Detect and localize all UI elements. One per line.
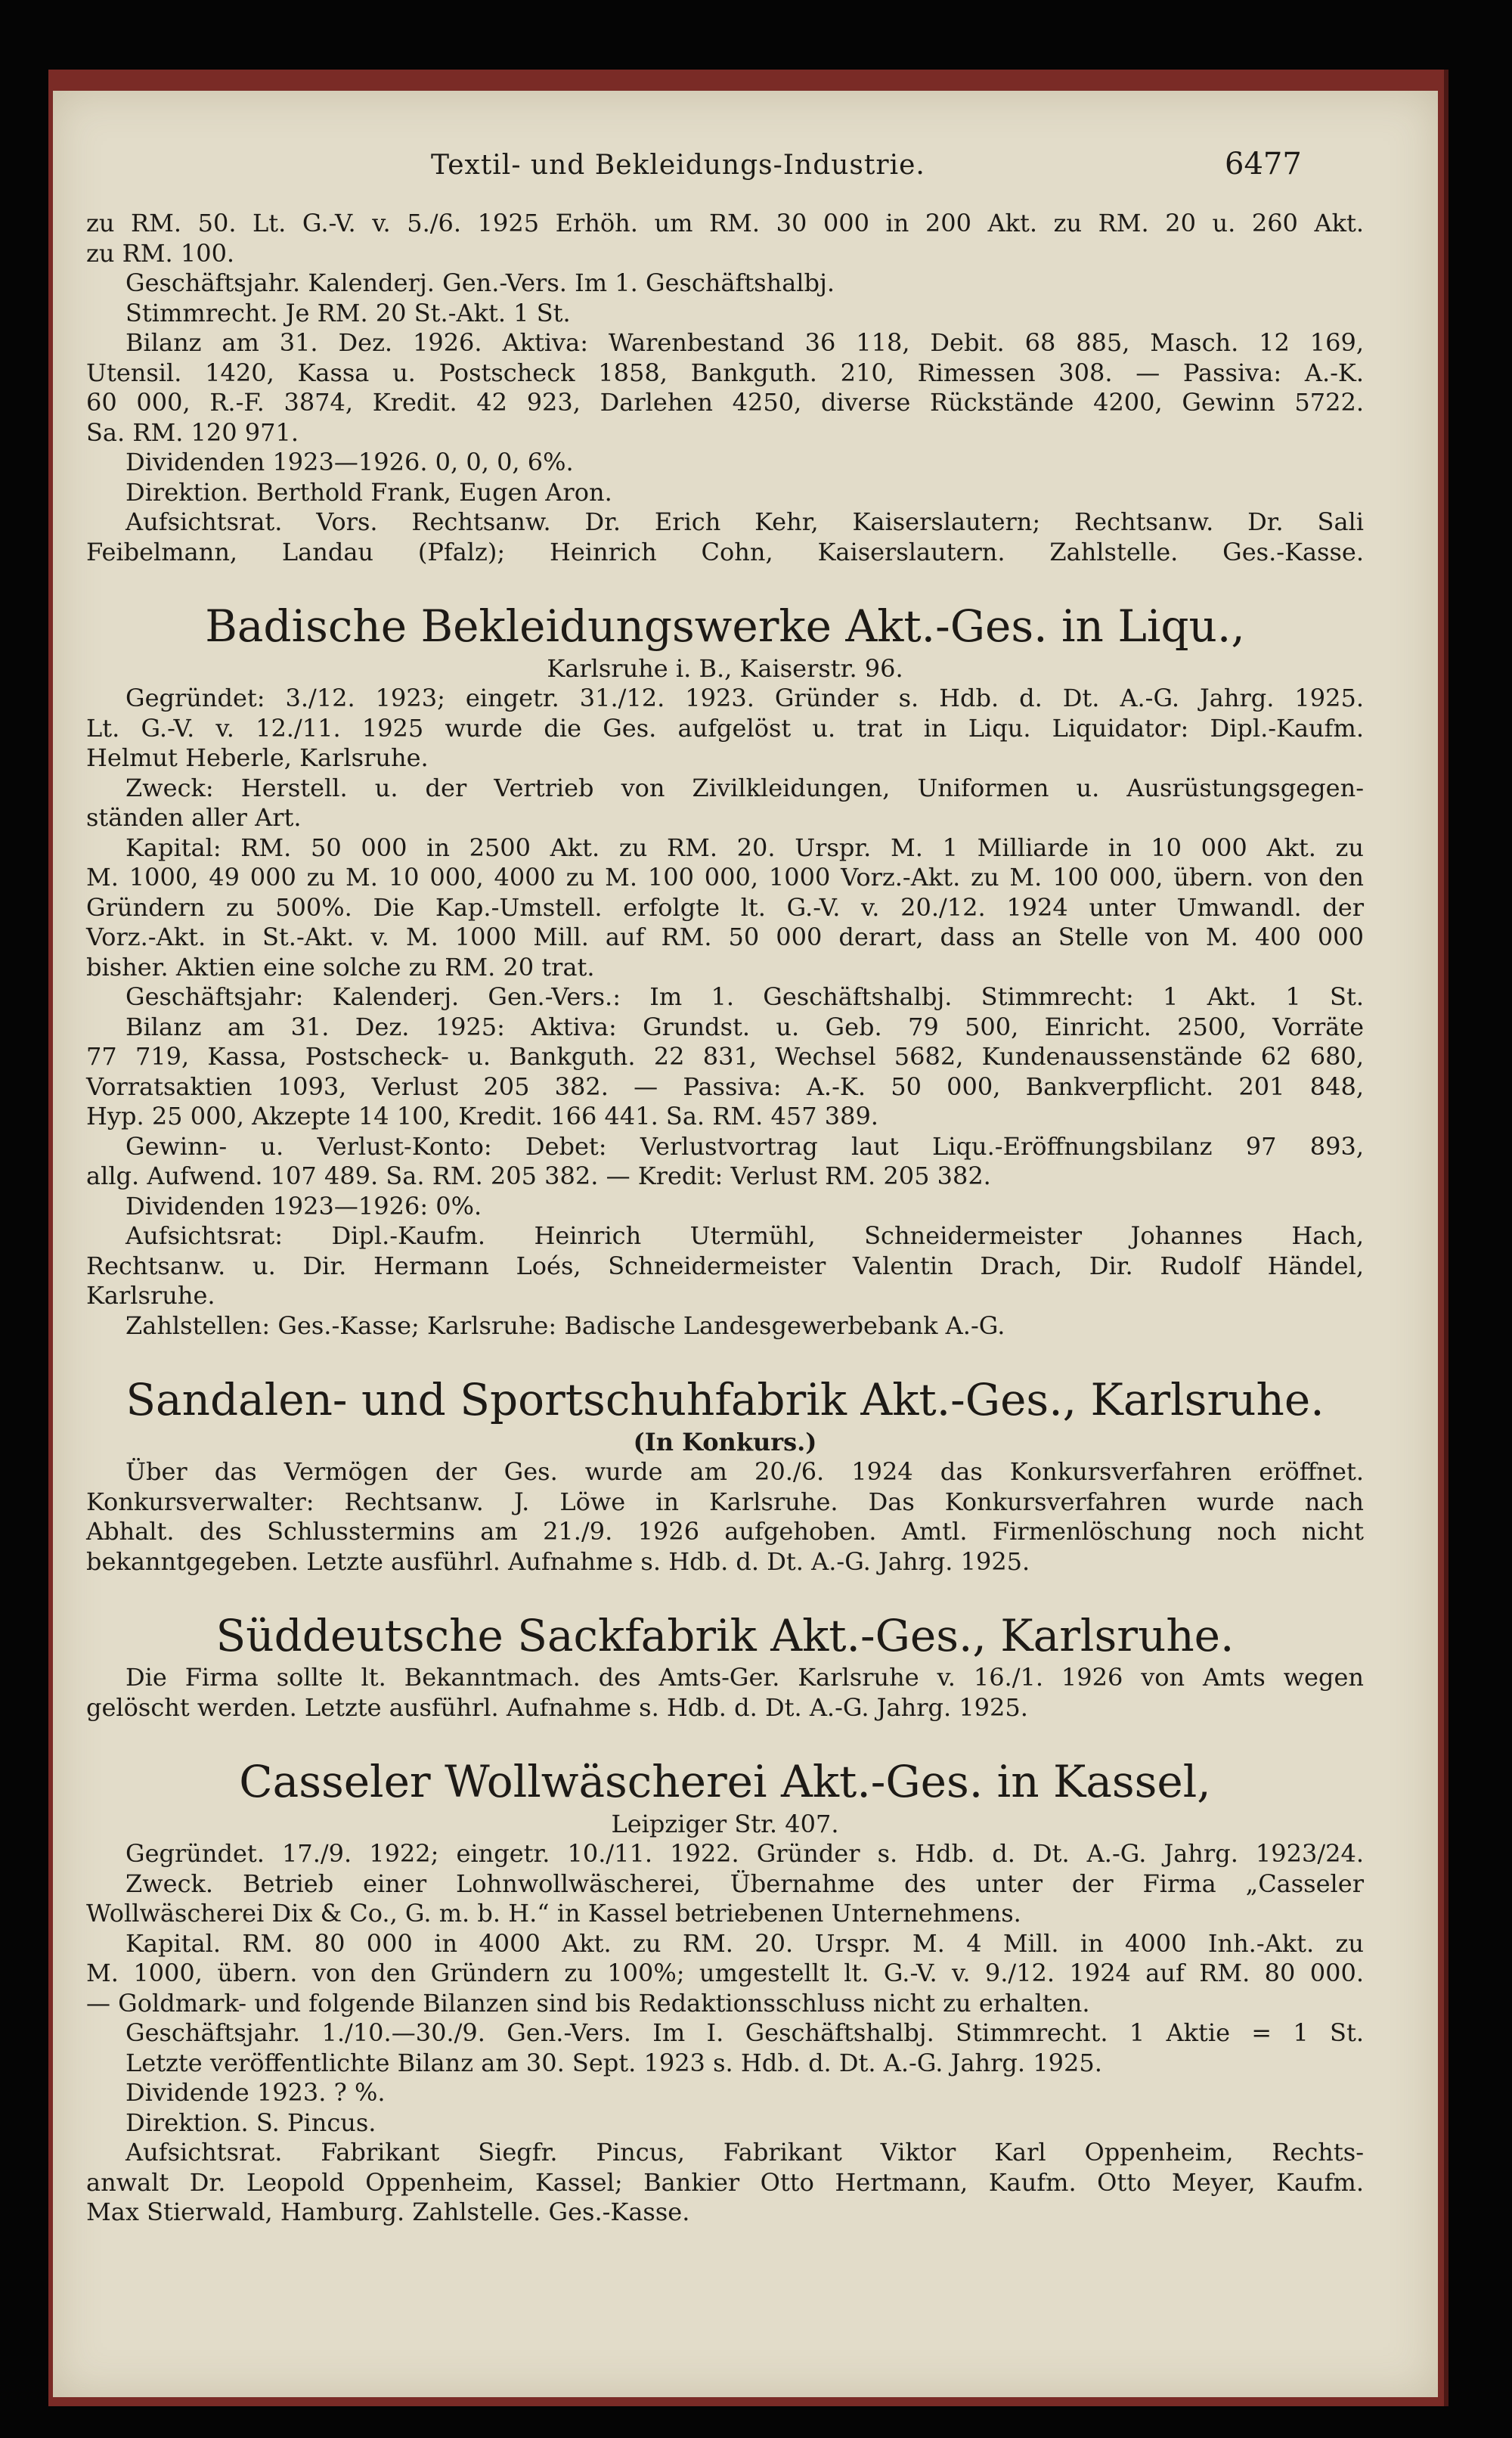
text-line: bisher. Aktien eine solche zu RM. 20 trat.	[86, 952, 595, 982]
text-line: Dividenden 1923—1926. 0, 0, 0, 6%.	[125, 448, 574, 476]
text-line: Vorz.-Akt. in St.-Akt. v. M. 1000 Mill. auf RM. 50 000 derart, dass an Stelle von M. 400 000	[86, 923, 1364, 951]
text-line: Dividenden 1923—1926: 0%.	[125, 1191, 482, 1221]
text-line: 77 719, Kassa, Postscheck- u. Bankguth. 22 831, Wechsel 5682, Kundenaussenstände 62 680,	[86, 1042, 1364, 1071]
page-number: 6477	[1225, 147, 1302, 181]
company-heading: Badische Bekleidungswerke Akt.-Ges. in Liqu.,	[205, 600, 1245, 652]
text-line: ständen aller Art.	[86, 803, 302, 832]
text-line: Abhalt. des Schlusstermins am 21./9. 1926 aufgehoben. Amtl. Firmenlöschung noch nicht	[86, 1517, 1364, 1546]
text-line: Lt. G.-V. v. 12./11. 1925 wurde die Ges. aufgelöst u. trat in Liqu. Liquidator: Dipl.-Kaufm.	[86, 713, 1364, 743]
text-line: Sa. RM. 120 971.	[86, 417, 299, 447]
entry-casseler-wollwaescherei	[86, 1754, 1364, 2228]
text-line: Über das Vermögen der Ges. wurde am 20./6. 1924 das Konkursverfahren eröffnet.	[125, 1457, 1364, 1486]
text-line: Kapital. RM. 80 000 in 4000 Akt. zu RM. 20. Urspr. M. 4 Mill. in 4000 Inh.-Akt. zu	[125, 1928, 1364, 1958]
text-line: allg. Aufwend. 107 489. Sa. RM. 205 382. — Kredit: Verlust RM. 205 382.	[86, 1162, 991, 1190]
entry-sueddeutsche-sackfabrik	[86, 1608, 1364, 1723]
running-header	[53, 147, 1438, 195]
document-page	[53, 91, 1438, 2397]
entry-badische-bekleidungswerke	[86, 599, 1364, 1341]
text-line: Zweck. Betrieb einer Lohnwollwäscherei, Übernahme des unter der Firma „Casseler	[125, 1869, 1364, 1898]
text-line: Max Stierwald, Hamburg. Zahlstelle. Ges.-Kasse.	[86, 2198, 690, 2226]
text-line: Aufsichtsrat. Fabrikant Siegfr. Pincus, Fabrikant Viktor Karl Oppenheim, Rechts-	[125, 2138, 1364, 2167]
text-line: Geschäftsjahr: Kalenderj. Gen.-Vers.: Im 1. Geschäftshalbj. Stimmrecht: 1 Akt. 1 St.	[125, 982, 1364, 1011]
text-line: bekanntgegeben. Letzte ausführl. Aufnahme s. Hdb. d. Dt. A.-G. Jahrg. 1925.	[86, 1546, 1030, 1576]
text-line: Dividende 1923. ? %.	[125, 2078, 386, 2107]
text-line: Aufsichtsrat. Vors. Rechtsanw. Dr. Erich Kehr, Kaiserslautern; Rechtsanw. Dr. Sali	[125, 507, 1364, 536]
text-line: Vorratsaktien 1093, Verlust 205 382. — Passiva: A.-K. 50 000, Bankverpflicht. 201 848,	[86, 1072, 1364, 1101]
text-line: Stimmrecht. Je RM. 20 St.-Akt. 1 St.	[125, 298, 571, 327]
company-address: Leipziger Str. 407.	[611, 1810, 839, 1838]
text-line: Geschäftsjahr. 1./10.—30./9. Gen.-Vers. Im I. Geschäftshalbj. Stimmrecht. 1 Aktie = 1 St.	[125, 2018, 1364, 2047]
text-line: Aufsichtsrat: Dipl.-Kaufm. Heinrich Utermühl, Schneidermeister Johannes Hach,	[125, 1221, 1364, 1250]
text-line: Zweck: Herstell. u. der Vertrieb von Zivilkleidungen, Uniformen u. Ausrüstungsgegen-	[125, 773, 1364, 802]
text-line: Die Firma sollte lt. Bekanntmach. des Amts-Ger. Karlsruhe v. 16./1. 1926 von Amts wegen	[125, 1663, 1364, 1692]
company-heading: Casseler Wollwäscherei Akt.-Ges. in Kassel,	[239, 1756, 1211, 1807]
text-line: anwalt Dr. Leopold Oppenheim, Kassel; Bankier Otto Hertmann, Kaufm. Otto Meyer, Kaufm.	[86, 2167, 1364, 2197]
company-heading: Sandalen- und Sportschuhfabrik Akt.-Ges., Karlsruhe.	[125, 1374, 1325, 1425]
text-line: Bilanz am 31. Dez. 1926. Aktiva: Warenbestand 36 118, Debit. 68 885, Masch. 12 169,	[125, 328, 1364, 357]
text-line: zu RM. 100.	[86, 238, 235, 268]
text-line: Helmut Heberle, Karlsruhe.	[86, 743, 429, 772]
text-line: Direktion. S. Pincus.	[125, 2108, 376, 2137]
entry-sandalen-sportschuhfabrik	[86, 1373, 1364, 1577]
company-heading: Süddeutsche Sackfabrik Akt.-Ges., Karlsruhe.	[215, 1610, 1235, 1661]
text-line: Gegründet. 17./9. 1922; eingetr. 10./11. 1922. Gründer s. Hdb. d. Dt. A.-G. Jahrg. 1923/24.	[125, 1839, 1364, 1868]
text-line: Gegründet: 3./12. 1923; eingetr. 31./12. 1923. Gründer s. Hdb. d. Dt. A.-G. Jahrg. 1925.	[125, 684, 1364, 712]
text-line: Konkursverwalter: Rechtsanw. J. Löwe in Karlsruhe. Das Konkursverfahren wurde nach	[86, 1487, 1364, 1516]
text-line: M. 1000, 49 000 zu M. 10 000, 4000 zu M. 100 000, 1000 Vorz.-Akt. zu M. 100 000, übern. von den	[86, 863, 1364, 892]
text-line: Geschäftsjahr. Kalenderj. Gen.-Vers. Im 1. Geschäftshalbj.	[125, 268, 835, 297]
text-line: Gründern zu 500%. Die Kap.-Umstell. erfolgte lt. G.-V. v. 20./12. 1924 unter Umwandl. der	[86, 892, 1364, 922]
text-line: gelöscht werden. Letzte ausführl. Aufnahme s. Hdb. d. Dt. A.-G. Jahrg. 1925.	[86, 1692, 1028, 1722]
text-line: Gewinn- u. Verlust-Konto: Debet: Verlustvortrag laut Liqu.-Eröffnungsbilanz 97 893,	[125, 1131, 1364, 1161]
text-line: Utensil. 1420, Kassa u. Postscheck 1858, Bankguth. 210, Rimessen 308. — Passiva: A.-K.	[86, 358, 1364, 387]
company-address: Karlsruhe i. B., Kaiserstr. 96.	[547, 654, 903, 683]
entry-continuation	[86, 209, 1364, 567]
text-line: Feibelmann, Landau (Pfalz); Heinrich Cohn, Kaiserslautern. Zahlstelle. Ges.-Kasse.	[86, 537, 1364, 566]
text-line: Wollwäscherei Dix & Co., G. m. b. H.“ in Kassel betriebenen Unternehmens.	[86, 1899, 1021, 1928]
company-status: (In Konkurs.)	[633, 1428, 817, 1456]
text-line: M. 1000, übern. von den Gründern zu 100%; umgestellt lt. G.-V. v. 9./12. 1924 auf RM. 80 000.	[86, 1959, 1364, 1987]
text-line: Direktion. Berthold Frank, Eugen Aron.	[125, 477, 612, 507]
text-line: Zahlstellen: Ges.-Kasse; Karlsruhe: Badische Landesgewerbebank A.-G.	[125, 1311, 1005, 1340]
text-line: — Goldmark- und folgende Bilanzen sind bis Redaktionsschluss nicht zu erhalten.	[86, 1988, 1090, 2018]
text-line: Rechtsanw. u. Dir. Hermann Loés, Schneidermeister Valentin Drach, Dir. Rudolf Händel,	[86, 1251, 1364, 1280]
text-line: Hyp. 25 000, Akzepte 14 100, Kredit. 166 441. Sa. RM. 457 389.	[86, 1102, 878, 1131]
text-line: Kapital: RM. 50 000 in 2500 Akt. zu RM. 20. Urspr. M. 1 Milliarde in 10 000 Akt. zu	[125, 833, 1364, 862]
text-line: zu RM. 50. Lt. G.-V. v. 5./6. 1925 Erhöh. um RM. 30 000 in 200 Akt. zu RM. 20 u. 260 Akt.	[86, 209, 1364, 237]
running-title: Textil- und Bekleidungs-Industrie.	[431, 150, 925, 181]
text-line: Letzte veröffentlichte Bilanz am 30. Sept. 1923 s. Hdb. d. Dt. A.-G. Jahrg. 1925.	[125, 2048, 1102, 2077]
page-body	[86, 209, 1364, 2228]
text-line: 60 000, R.-F. 3874, Kredit. 42 923, Darlehen 4250, diverse Rückstände 4200, Gewinn 5722.	[86, 388, 1364, 417]
text-line: Karlsruhe.	[86, 1281, 215, 1310]
text-line: Bilanz am 31. Dez. 1925: Aktiva: Grundst. u. Geb. 79 500, Einricht. 2500, Vorräte	[125, 1012, 1364, 1041]
